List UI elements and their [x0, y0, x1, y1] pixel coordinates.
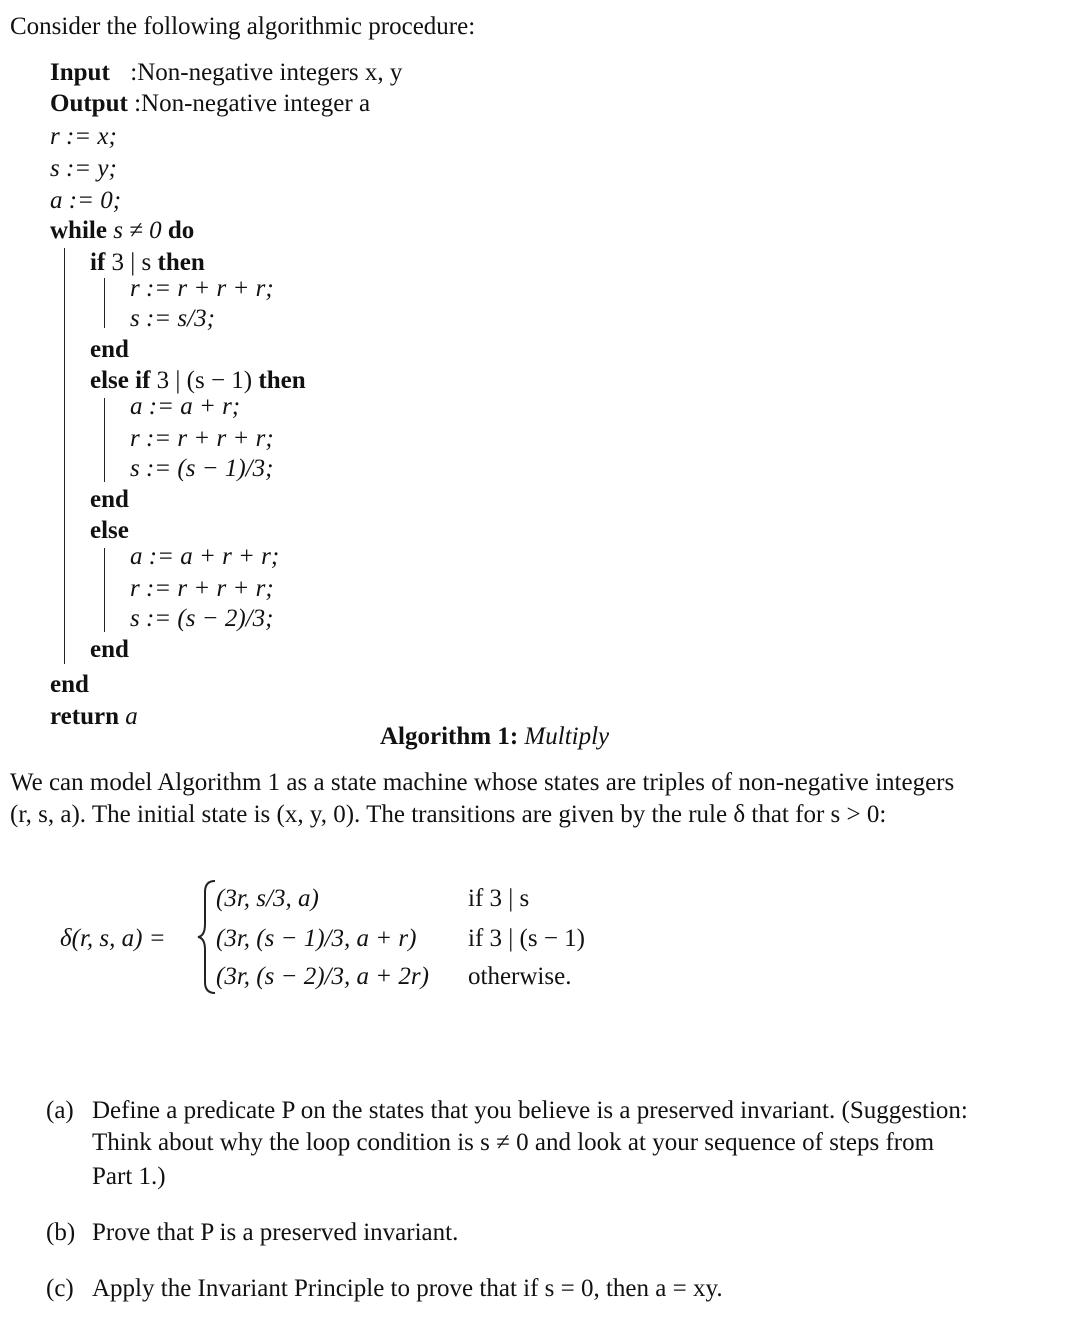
while-keyword: while	[50, 217, 107, 244]
question-a-line2: Think about why the loop condition is s ≠ 0 and look at your sequence of steps from	[92, 1129, 935, 1156]
case1-cond: if 3 | s	[468, 885, 530, 912]
if-condition: 3 | s	[111, 249, 152, 276]
question-a-label: (a)	[46, 1097, 74, 1124]
input-label: Input	[50, 59, 110, 86]
question-c-label: (c)	[46, 1275, 74, 1302]
case3-expr: (3r, (s − 2)/3, a + 2r)	[216, 963, 429, 990]
question-a-line3: Part 1.)	[92, 1163, 166, 1190]
output-line	[50, 91, 370, 116]
input-line	[50, 60, 402, 85]
question-b-label: (b)	[46, 1219, 76, 1246]
output-label: Output	[50, 90, 128, 117]
return-line	[50, 704, 138, 729]
branch3-line1: a := a + r + r;	[130, 543, 280, 570]
then-keyword-2: then	[258, 367, 306, 394]
case2-expr: (3r, (s − 1)/3, a + r)	[216, 925, 417, 952]
while-body-bar	[64, 248, 65, 664]
if-keyword: if	[90, 249, 106, 276]
branch2-line2: r := r + r + r;	[130, 425, 274, 452]
caption-name: Multiply	[524, 723, 610, 750]
description-line2: (r, s, a). The initial state is (x, y, 0). The transitions are given by the rule δ that for s > 0:	[10, 801, 887, 828]
while-line	[50, 218, 194, 243]
while-condition: s ≠ 0	[113, 217, 162, 244]
init-a: a := 0;	[50, 187, 122, 214]
if-line	[90, 250, 205, 275]
branch3-bar	[104, 548, 105, 632]
case2-cond: if 3 | (s − 1)	[468, 925, 586, 952]
init-s: s := y;	[50, 155, 117, 182]
return-keyword: return	[50, 703, 119, 730]
end-else: end	[90, 636, 129, 663]
branch1-line1: r := r + r + r;	[130, 275, 274, 302]
do-keyword: do	[167, 217, 195, 244]
end-while: end	[50, 671, 89, 698]
branch3-line2: r := r + r + r;	[130, 575, 274, 602]
end-if: end	[90, 336, 129, 363]
question-a-line1: Define a predicate P on the states that you believe is a preserved invariant. (Suggestion:	[92, 1097, 968, 1124]
branch1-line2: s := s/3;	[130, 305, 215, 332]
question-b-line1: Prove that P is a preserved invariant.	[92, 1219, 459, 1246]
algorithm-caption	[380, 724, 609, 749]
then-keyword: then	[157, 249, 205, 276]
init-r: r := x;	[50, 123, 117, 150]
transition-lhs: δ(r, s, a) =	[60, 925, 166, 952]
branch2-line1: a := a + r;	[130, 393, 241, 420]
else-keyword: else	[90, 517, 129, 544]
return-variable: a	[125, 703, 138, 730]
case1-expr: (3r, s/3, a)	[216, 885, 319, 912]
elseif-line	[90, 368, 306, 393]
output-text: :Non-negative integer a	[134, 90, 371, 117]
branch1-bar	[104, 278, 105, 328]
case3-cond: otherwise.	[468, 963, 572, 990]
end-elseif: end	[90, 486, 129, 513]
left-brace-icon	[195, 878, 217, 996]
question-c-line1: Apply the Invariant Principle to prove that if s = 0, then a = xy.	[92, 1275, 723, 1302]
branch3-line3: s := (s − 2)/3;	[130, 605, 274, 632]
branch2-line3: s := (s − 1)/3;	[130, 455, 274, 482]
intro-text: Consider the following algorithmic procedure:	[10, 13, 476, 40]
branch2-bar	[104, 398, 105, 482]
caption-label: Algorithm 1:	[380, 723, 519, 750]
description-line1: We can model Algorithm 1 as a state machine whose states are triples of non-negative integers	[10, 769, 955, 796]
elseif-condition: 3 | (s − 1)	[156, 367, 253, 394]
elseif-keyword: else if	[90, 367, 151, 394]
input-text: :Non-negative integers x, y	[130, 59, 403, 86]
